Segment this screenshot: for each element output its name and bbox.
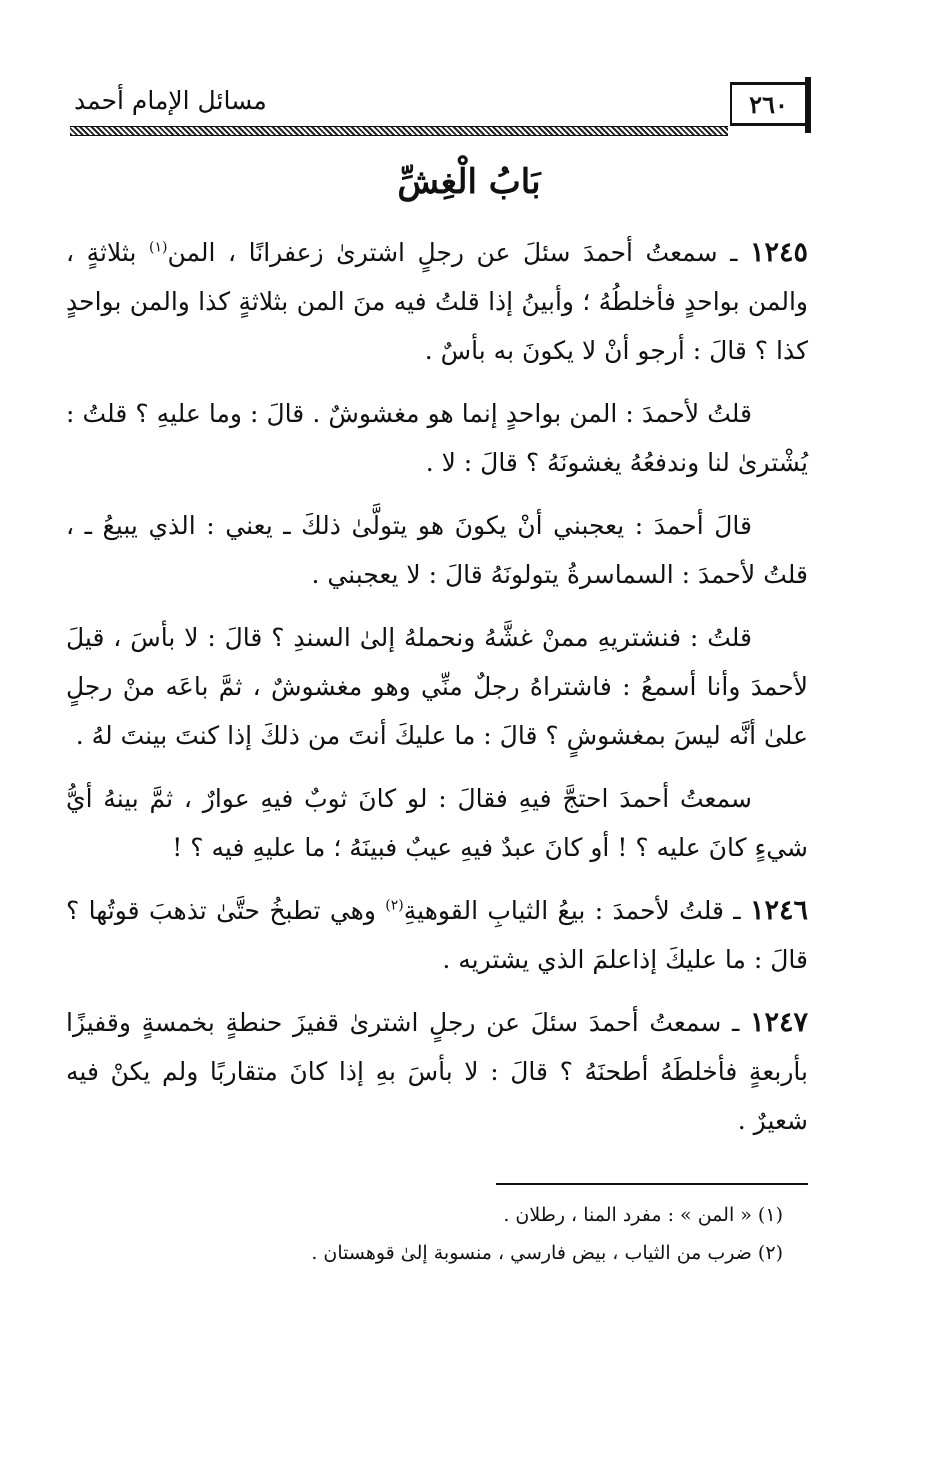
issue-dash: ـ <box>721 1008 750 1037</box>
paragraph: قلتُ : فنشتريهِ ممنْ غشَّهُ ونحملهُ إلىٰ السندِ ؟ قالَ : لا بأسَ ، قيلَ لأحمدَ وأنا أسمعُ : فاشتراهُ رجلٌ منِّي وهو مغشوشٌ ، ثمَّ باعَه منْ رجلٍ علىٰ أنَّه ليسَ بمغشوشٍ ؟ قالَ : ما عليكَ أنتَ من ذلكَ إذا كنتَ بينتَ لهُ . <box>66 623 808 750</box>
issue-paragraph-1247 <box>66 998 808 1145</box>
paragraph-text: بثلاثةٍ ، والمن بواحدٍ فأخلطُهُ ؛ وأبينُ إذا قلتُ فيه منَ المن بثلاثةٍ كذا والمن بواحدٍ كذا ؟ قالَ : أرجو أنْ لا يكونَ به بأسٌ . <box>66 238 808 365</box>
chapter-title: بَابُ الْغِشِّ <box>397 162 541 202</box>
issue-number: ١٢٤٦ <box>750 895 809 926</box>
footnotes <box>223 1198 783 1274</box>
page-number: ٢٦٠ <box>730 82 808 126</box>
issue-paragraph-1246 <box>66 886 808 984</box>
running-header <box>70 78 808 138</box>
body-text <box>66 228 808 1159</box>
paragraph: سمعتُ أحمدَ احتجَّ فيهِ فقالَ : لو كانَ ثوبٌ فيهِ عوارٌ ، ثمَّ بينهُ أيُّ شيءٍ كانَ عليه ؟ ! أو كانَ عبدٌ فيهِ عيبٌ فبينَهُ ؛ ما عليهِ فيه ؟ ! <box>66 784 808 862</box>
issue-number: ١٢٤٧ <box>749 1007 808 1038</box>
paragraph-text: سمعتُ أحمدَ سئلَ عن رجلٍ اشترىٰ زعفرانًا ، المن <box>167 238 718 267</box>
header-divider <box>70 126 728 136</box>
issue-dash: ـ <box>717 238 750 267</box>
footnote-1: (١) « المن » : مفرد المنا ، رطلان . <box>503 1204 783 1226</box>
paragraph-text: سمعتُ أحمدَ سئلَ عن رجلٍ اشترىٰ قفيزَ حنطةٍ بخمسةٍ وقفيزًا بأربعةٍ فأخلطَهُ أطحنَهُ ؟ قالَ : لا بأسَ بهِ إذا كانَ متقاربًا ولم يكنْ فيه شعيرٌ . <box>66 1008 808 1135</box>
footnote-reference[interactable]: (١) <box>148 239 168 256</box>
issue-paragraph-1245 <box>66 228 808 375</box>
paragraph-text: وهي تطبخُ حتَّىٰ تذهبَ قوتُها ؟ قالَ : ما عليكَ إذاعلمَ الذي يشتريه . <box>66 896 808 974</box>
footnote-2: (٢) ضرب من الثياب ، بيض فارسي ، منسوبة إلىٰ قوهستان . <box>311 1242 783 1264</box>
book-title: مسائل الإمام أحمد <box>74 86 267 115</box>
footnote-divider <box>496 1183 808 1185</box>
paragraph-text: قلتُ لأحمدَ : بيعُ الثيابِ القوهيةِ <box>403 896 724 925</box>
issue-dash: ـ <box>723 896 750 925</box>
issue-number: ١٢٤٥ <box>750 237 809 268</box>
paragraph: قلتُ لأحمدَ : المن بواحدٍ إنما هو مغشوشٌ . قالَ : وما عليهِ ؟ قلتُ : يُشْترىٰ لنا وندفعُهُ يغشونَهُ ؟ قالَ : لا . <box>66 399 808 477</box>
footnote-reference[interactable]: (٢) <box>385 897 404 914</box>
paragraph: قالَ أحمدَ : يعجبني أنْ يكونَ هو يتولَّىٰ ذلكَ ـ يعني : الذي يبيعُ ـ ، قلتُ لأحمدَ : السماسرةُ يتولونَهُ قالَ : لا يعجبني . <box>66 511 808 589</box>
